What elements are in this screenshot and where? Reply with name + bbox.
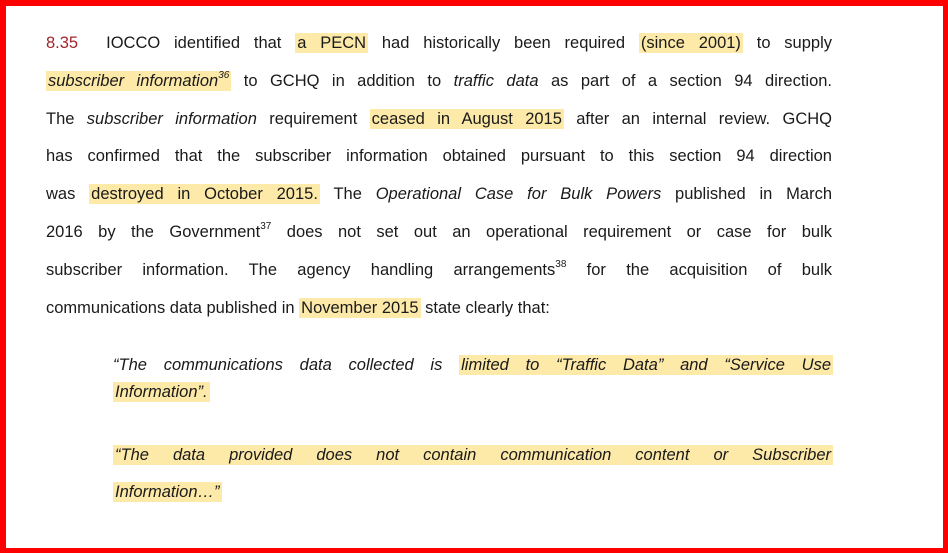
text-run: [46, 147, 832, 165]
footnote-reference[interactable]: 38: [555, 258, 567, 270]
text-line: [113, 437, 833, 474]
highlighted-text: [299, 298, 420, 318]
text-content: 2016 by the Government: [46, 222, 261, 241]
footnote-reference[interactable]: 36: [218, 69, 230, 81]
text-content: for the acquisition of bulk: [566, 260, 832, 279]
text-line: [46, 214, 832, 252]
text-run: [661, 185, 832, 203]
text-content: The: [319, 185, 376, 204]
text-content: to supply: [742, 34, 832, 52]
text-line: [46, 176, 832, 214]
text-content: communications data published in: [46, 298, 300, 317]
text-content: has confirmed that the subscriber information obtained pursuant to this section 94 direction: [46, 147, 832, 166]
text-line: [46, 290, 832, 328]
highlighted-text: [370, 109, 564, 129]
text-content: as part of a section 94 direction.: [538, 71, 833, 90]
text-content: “The communications data collected is: [113, 356, 460, 374]
text-line: [113, 379, 833, 406]
text-run: [87, 110, 257, 128]
text-content: state clearly that:: [420, 298, 550, 317]
highlighted-text: [113, 382, 210, 402]
text-content: had historically been required: [368, 34, 639, 52]
text-content: traffic data: [453, 71, 539, 90]
text-content: (since 2001): [640, 34, 741, 52]
text-content: published in March: [661, 185, 832, 204]
text-run: [231, 72, 453, 90]
text-line: [46, 252, 832, 290]
text-content: “The data provided does not contain communication content or Subscriber: [115, 446, 831, 464]
text-run: [743, 34, 832, 52]
text-run: [257, 110, 370, 128]
text-content: IOCCO identified that: [106, 34, 296, 52]
text-run: [368, 34, 639, 52]
text-line: [46, 25, 832, 63]
text-content: requirement: [256, 109, 370, 128]
text-run: [46, 299, 299, 317]
text-run: [421, 299, 550, 317]
text-line: [46, 63, 832, 101]
highlighted-text: [459, 355, 833, 375]
text-content: after an internal review. GCHQ: [563, 109, 832, 128]
text-content: The: [46, 109, 87, 128]
text-run: [46, 110, 87, 128]
text-content: ceased in August 2015: [371, 109, 562, 128]
highlighted-text: [46, 71, 231, 91]
text-content: Information”.: [115, 383, 208, 401]
text-run: [46, 185, 89, 203]
text-line: [113, 352, 833, 379]
text-content: subscriber information: [86, 109, 257, 128]
highlighted-text: [295, 33, 368, 53]
quote-no-content: [113, 437, 833, 511]
text-content: subscriber information: [48, 71, 219, 90]
text-run: [566, 261, 832, 279]
text-content: November 2015: [301, 298, 419, 317]
paragraph-8-35: [46, 25, 832, 327]
text-line: [46, 101, 832, 139]
text-run: [320, 185, 376, 203]
text-run: [106, 34, 295, 52]
text-content: limited to “Traffic Data” and “Service Use: [461, 356, 831, 374]
highlighted-text: [113, 482, 222, 502]
text-content: to GCHQ in addition to: [231, 71, 454, 90]
text-content: a PECN: [297, 34, 367, 52]
text-run: [539, 72, 832, 90]
text-content: Operational Case for Bulk Powers: [375, 185, 662, 204]
text-line: [46, 138, 832, 176]
text-run: [271, 223, 832, 241]
highlighted-text: [639, 33, 743, 53]
text-content: was: [46, 185, 90, 204]
text-run: [376, 185, 661, 203]
text-run: [46, 220, 272, 241]
highlighted-text: [89, 184, 320, 204]
text-run: [46, 258, 567, 279]
text-run: [113, 356, 459, 374]
footnote-reference[interactable]: 37: [260, 220, 272, 232]
text-content: subscriber information. The agency handling arrangements: [46, 260, 556, 279]
quote-traffic-data: [113, 352, 833, 406]
text-line: [113, 474, 833, 511]
text-content: destroyed in October 2015.: [91, 185, 318, 204]
text-content: Information…”: [115, 483, 220, 501]
highlighted-text: [113, 445, 833, 465]
text-run: [564, 110, 832, 128]
text-run: [454, 72, 539, 90]
text-content: does not set out an operational requirement or case for bulk: [271, 222, 832, 241]
paragraph-number: 8.35: [46, 34, 79, 52]
